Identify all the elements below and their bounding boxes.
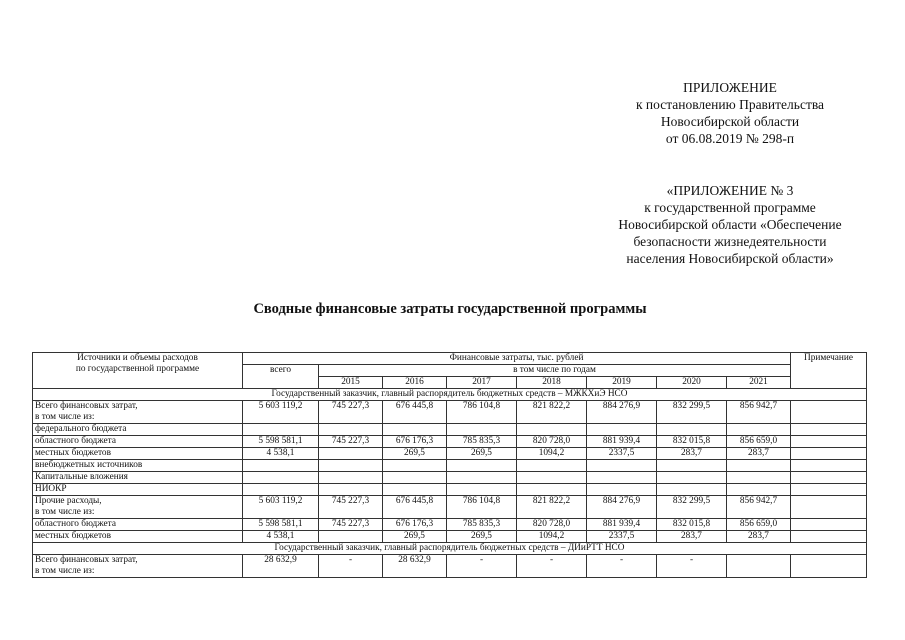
year-value-cell [587,472,657,484]
appendix-3-header [560,182,900,267]
year-value-cell [727,460,791,472]
year-value-cell [587,484,657,496]
appendix-line: ПРИЛОЖЕНИЕ [683,80,777,95]
year-value-cell: 785 835,3 [447,519,517,531]
year-value-cell [727,555,791,578]
year-value-cell: 283,7 [727,531,791,543]
note-cell [791,519,867,531]
year-header-cell: 2019 [587,377,657,389]
row-label: Капитальные вложения [35,472,128,482]
total-cell: 5 598 581,1 [243,519,319,531]
year-value-cell: 884 276,9 [587,401,657,424]
row-label-cell [33,496,243,519]
total-cell: 5 603 119,2 [243,401,319,424]
year-header-cell: 2017 [447,377,517,389]
row-label-cell [33,460,243,472]
year-value-cell: 785 835,3 [447,436,517,448]
note-cell [791,448,867,460]
year-header-cell: 2018 [517,377,587,389]
table-row [33,531,867,543]
year-value-cell: 786 104,8 [447,496,517,519]
year-value-cell: - [587,555,657,578]
note-cell [791,496,867,519]
total-cell [243,484,319,496]
note-cell [791,472,867,484]
year-value-cell: 676 176,3 [383,519,447,531]
year-value-cell: 676 445,8 [383,496,447,519]
year-value-cell: 832 015,8 [657,519,727,531]
appendix-3-line: «ПРИЛОЖЕНИЕ № 3 [666,183,794,198]
row-label-cell [33,531,243,543]
year-value-cell: 2337,5 [587,531,657,543]
note-cell [791,436,867,448]
year-value-cell: - [319,555,383,578]
year-value-cell [383,460,447,472]
year-value-cell: 821 822,2 [517,401,587,424]
row-label: Всего финансовых затрат, [35,555,138,565]
total-cell [243,424,319,436]
year-value-cell: 820 728,0 [517,436,587,448]
year-value-cell: - [447,555,517,578]
year-value-cell: 269,5 [447,531,517,543]
costs-header-cell: Финансовые затраты, тыс. рублей [243,353,791,365]
year-value-cell: 745 227,3 [319,436,383,448]
appendix-3-line: к государственной программе [644,200,816,215]
year-value-cell [319,531,383,543]
total-cell: 5 598 581,1 [243,436,319,448]
appendix-line: от 06.08.2019 № 298-п [665,131,795,146]
section-row [33,389,867,401]
total-header-cell: всего [243,365,319,389]
year-value-cell [319,472,383,484]
section-header-cell: Государственный заказчик, главный распорядитель бюджетных средств – ДИиРТТ НСО [33,543,867,555]
table-row [33,401,867,424]
year-value-cell [383,424,447,436]
appendix-3-line: безопасности жизнедеятельности [633,234,827,249]
year-value-cell: 283,7 [657,531,727,543]
total-cell: 4 538,1 [243,531,319,543]
year-header-cell: 2020 [657,377,727,389]
year-value-cell [657,484,727,496]
year-value-cell: 881 939,4 [587,519,657,531]
row-label: областного бюджета [35,436,116,446]
note-cell [791,460,867,472]
row-label-cell [33,448,243,460]
table-row [33,496,867,519]
by-years-header-cell: в том числе по годам [319,365,791,377]
year-value-cell: - [517,555,587,578]
year-value-cell [727,424,791,436]
total-cell: 28 632,9 [243,555,319,578]
row-label-cell [33,472,243,484]
year-value-cell: 832 015,8 [657,436,727,448]
row-label-continuation: в том числе из: [35,412,95,422]
table-row [33,448,867,460]
table-row [33,460,867,472]
year-value-cell: 832 299,5 [657,496,727,519]
year-value-cell: 745 227,3 [319,496,383,519]
row-label-continuation: в том числе из: [35,507,95,517]
year-value-cell [727,484,791,496]
table-row [33,436,867,448]
table-row [33,484,867,496]
table-row [33,519,867,531]
year-value-cell [517,472,587,484]
year-value-cell [657,472,727,484]
row-label: местных бюджетов [35,531,111,541]
year-value-cell: 676 445,8 [383,401,447,424]
year-value-cell: 1094,2 [517,531,587,543]
year-value-cell [447,472,517,484]
year-value-cell: 269,5 [383,448,447,460]
year-value-cell: 884 276,9 [587,496,657,519]
source-header-cell [33,353,243,389]
year-value-cell [517,424,587,436]
appendix-3-line: Новосибирской области «Обеспечение [618,217,842,232]
year-value-cell [447,424,517,436]
year-value-cell: 283,7 [727,448,791,460]
appendix-line: к постановлению Правительства [635,97,825,112]
year-header-cell: 2021 [727,377,791,389]
total-cell: 5 603 119,2 [243,496,319,519]
year-header-cell: 2016 [383,377,447,389]
total-cell [243,460,319,472]
year-value-cell: 821 822,2 [517,496,587,519]
year-value-cell [319,484,383,496]
year-value-cell: 2337,5 [587,448,657,460]
year-value-cell [447,460,517,472]
year-value-cell: 832 299,5 [657,401,727,424]
year-value-cell: 856 942,7 [727,401,791,424]
row-label-cell [33,424,243,436]
year-value-cell: 269,5 [383,531,447,543]
row-label-cell [33,401,243,424]
note-header-cell: Примечание [791,353,867,389]
year-value-cell: 856 659,0 [727,519,791,531]
year-value-cell: 820 728,0 [517,519,587,531]
note-cell [791,401,867,424]
appendix-3-line: населения Новосибирской области» [626,251,834,266]
year-value-cell [383,484,447,496]
table-row [33,424,867,436]
header-row [33,353,867,365]
row-label: местных бюджетов [35,448,111,458]
year-value-cell: 283,7 [657,448,727,460]
year-value-cell [517,460,587,472]
row-label-cell [33,436,243,448]
year-value-cell [319,448,383,460]
year-value-cell: 1094,2 [517,448,587,460]
document-title: Сводные финансовые затраты государственной программы [253,301,647,317]
table-row [33,555,867,578]
note-cell [791,484,867,496]
year-value-cell [657,460,727,472]
year-value-cell: 28 632,9 [383,555,447,578]
year-value-cell: 269,5 [447,448,517,460]
year-value-cell: - [657,555,727,578]
year-value-cell [657,424,727,436]
row-label-continuation: в том числе из: [35,566,95,576]
year-value-cell: 745 227,3 [319,401,383,424]
year-value-cell [319,460,383,472]
year-value-cell: 786 104,8 [447,401,517,424]
year-value-cell [447,484,517,496]
note-cell [791,531,867,543]
year-value-cell: 676 176,3 [383,436,447,448]
table-row [33,472,867,484]
year-value-cell: 856 659,0 [727,436,791,448]
note-cell [791,555,867,578]
source-header-line: по государственной программе [75,364,200,374]
year-value-cell [587,460,657,472]
year-header-cell: 2015 [319,377,383,389]
row-label: внебюджетных источников [35,460,143,470]
row-label: НИОКР [35,484,67,494]
section-row [33,543,867,555]
total-cell [243,472,319,484]
year-value-cell: 745 227,3 [319,519,383,531]
year-value-cell [383,472,447,484]
row-label: Всего финансовых затрат, [35,401,138,411]
appendix-line: Новосибирской области [660,114,800,129]
row-label: федерального бюджета [35,424,127,434]
note-cell [791,424,867,436]
row-label-cell [33,519,243,531]
year-value-cell [587,424,657,436]
section-header-cell: Государственный заказчик, главный распорядитель бюджетных средств – МЖКХиЭ НСО [33,389,867,401]
financial-costs-table [32,352,867,578]
year-value-cell [517,484,587,496]
row-label: областного бюджета [35,519,116,529]
total-cell: 4 538,1 [243,448,319,460]
year-value-cell [727,472,791,484]
source-header-line: Источники и объемы расходов [77,353,198,363]
appendix-header [560,79,900,147]
row-label-cell [33,555,243,578]
year-value-cell: 881 939,4 [587,436,657,448]
year-value-cell [319,424,383,436]
row-label-cell [33,484,243,496]
year-value-cell: 856 942,7 [727,496,791,519]
row-label: Прочие расходы, [35,496,102,506]
